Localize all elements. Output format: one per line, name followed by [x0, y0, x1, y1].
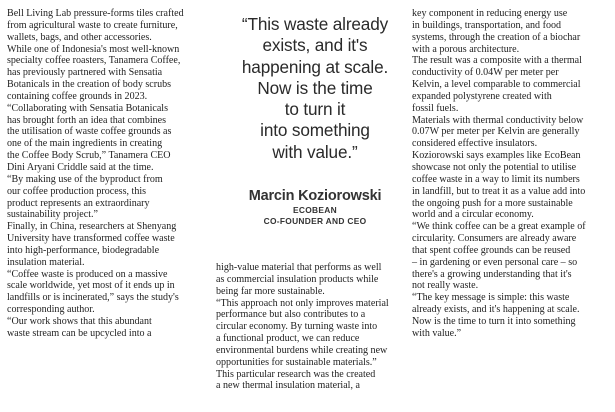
text-line: the utilisation of waste coffee grounds as: [7, 126, 172, 138]
text-line: has brought forth an idea that combines: [7, 114, 167, 126]
text-line: already exists, and it's happening at scale.: [412, 304, 580, 316]
text-line: one of the main ingredients in creating: [7, 138, 163, 150]
text-line: product represents an extraordinary: [7, 197, 150, 209]
text-line: systems, through the creation of a biochar: [412, 31, 581, 43]
text-line: key component in reducing energy use: [412, 8, 568, 19]
text-line: Now is the time to turn it into something: [412, 315, 576, 327]
text-line: Botanicals in the creation of body scrubs: [7, 79, 172, 91]
text-line: considered effective insulators.: [412, 138, 538, 150]
pull-quote-line: Now is the time: [257, 77, 373, 98]
quote-attribution: [222, 188, 408, 227]
quote-author-organization: ECOBEAN: [293, 205, 337, 215]
text-line: Koziorowski says examples like EcoBean: [412, 150, 581, 162]
left-column: [7, 8, 211, 340]
middle-column: [216, 262, 412, 392]
text-line: not really waste.: [412, 280, 479, 292]
text-line: Materials with thermal conductivity below: [412, 114, 584, 126]
text-line: containing coffee grounds in 2023.: [7, 90, 148, 102]
text-line: 0.07W per meter per Kelvin are generally: [412, 126, 580, 138]
text-line: opportunities for sustainable materials.”: [216, 356, 377, 368]
text-line: landfills or is incinerated,” says the study's: [7, 292, 179, 304]
text-line: Finally, in China, researchers at Shenyang: [7, 221, 177, 233]
pull-quote-line: “This waste already: [241, 14, 389, 34]
text-line: circular economy. By turning waste into: [216, 321, 378, 333]
text-line: “By making use of the byproduct from: [7, 173, 163, 185]
text-line: fossil fuels.: [412, 102, 459, 114]
pull-quote-line: happening at scale.: [241, 56, 389, 77]
text-line: showcase not only the potential to utilise: [412, 161, 577, 173]
text-line: While one of Indonesia's most well-known: [7, 43, 180, 55]
text-line: from agricultural waste to create furniture,: [7, 19, 178, 31]
right-column: [412, 8, 610, 340]
text-line: high-value material that performs as well: [216, 262, 382, 273]
text-line: world and a circular economy.: [412, 209, 534, 221]
text-line: wallets, bags, and other accessories.: [7, 31, 152, 43]
text-line: the ongoing push for a more sustainable: [412, 197, 573, 209]
text-line: Dini Aryani Criddle said at the time.: [7, 161, 154, 173]
text-line: a new thermal insulation material, a: [216, 380, 360, 392]
text-line: Kelvin, a level comparable to commercial: [412, 79, 581, 91]
pull-quote-line: into something: [260, 120, 370, 141]
text-line: our coffee production process, this: [7, 185, 147, 197]
text-line: with a porous architecture.: [412, 43, 520, 55]
text-line: Bell Living Lab pressure-forms tiles crafted: [7, 8, 184, 19]
text-line: “The key message is simple: this waste: [412, 292, 570, 304]
pull-quote-line: with value.”: [272, 141, 358, 162]
text-line: The result was a composite with a thermal: [412, 55, 582, 67]
text-line: environmental burdens while creating new: [216, 344, 388, 356]
text-line: conductivity of 0.04W per meter per: [412, 67, 559, 79]
text-line: with value.”: [412, 327, 462, 339]
pull-quote: [222, 14, 408, 163]
text-line: corresponding author.: [7, 304, 95, 316]
text-line: – in gardening or even personal care – so: [412, 256, 578, 268]
text-line: “Collaborating with Sensatia Botanicals: [7, 102, 168, 114]
text-line: into high-performance, biodegradable: [7, 244, 160, 256]
text-line: a functional product, we can reduce: [216, 333, 360, 345]
text-line: has previously partnered with Sensatia: [7, 67, 163, 79]
text-line: scale worldwide, yet most of it ends up in: [7, 280, 175, 292]
quote-author-role: CO-FOUNDER AND CEO: [263, 216, 367, 226]
text-line: “Our work shows that this abundant: [7, 315, 152, 327]
text-line: “Coffee waste is produced on a massive: [7, 268, 168, 280]
text-line: performance but also contributes to a: [216, 309, 366, 321]
text-line: waste stream can be upcycled into a: [7, 327, 152, 339]
text-line: as commercial insulation products while: [216, 273, 379, 285]
text-line: University have transformed coffee waste: [7, 233, 175, 245]
text-line: in buildings, transportation, and food: [412, 19, 562, 31]
text-line: there's a growing understanding that it's: [412, 268, 572, 280]
text-line: sustainability project.”: [7, 209, 98, 221]
pull-quote-line: exists, and it's: [262, 35, 368, 56]
text-line: “This approach not only improves material: [216, 297, 389, 309]
text-line: that spent coffee grounds can be reused: [412, 244, 571, 256]
text-line: specialty coffee roasters, Tanamera Coffee,: [7, 55, 181, 67]
text-line: coffee waste in a way to limit its numbers: [412, 173, 580, 185]
text-line: the Coffee Body Scrub,” Tanamera CEO: [7, 150, 171, 162]
text-line: This particular research was the created: [216, 368, 376, 380]
text-line: expanded polystyrene created with: [412, 90, 552, 102]
text-line: insulation material.: [7, 256, 85, 268]
pull-quote-line: to turn it: [284, 99, 346, 120]
text-line: “We think coffee can be a great example of: [412, 221, 586, 233]
quote-author-name: Marcin Koziorowski: [248, 188, 382, 204]
text-line: circularity. Consumers are already aware: [412, 233, 577, 245]
text-line: in landfill, but to treat it as a value add into: [412, 185, 586, 197]
text-line: being far more sustainable.: [216, 285, 325, 297]
